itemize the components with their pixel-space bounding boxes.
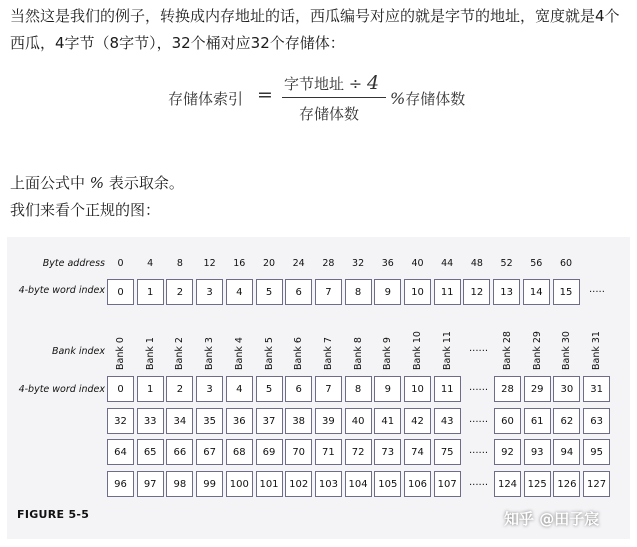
bank-grid-cell: 92 [494,439,521,465]
byte-address-value: 40 [411,258,424,269]
bank-grid-cell: 68 [226,439,253,465]
bank-grid-cell: 31 [583,376,610,402]
memory-bank-figure [7,237,630,539]
bank-grid-cell: 5 [256,376,283,402]
bank-grid-cell: 125 [524,471,551,497]
word-index-cell: 4 [226,279,253,305]
bank-grid-cell: 124 [494,471,521,497]
bank-grid-cell: 105 [374,471,401,497]
byte-address-value: 44 [441,258,454,269]
bank-grid-cell: 104 [345,471,372,497]
note2-paragraph: 我们来看个正规的图： [10,201,161,219]
bank-grid-cell: 69 [256,439,283,465]
bank-grid-cell: 95 [583,439,610,465]
bank-grid-cell: 40 [345,408,372,434]
note-paragraph [10,172,184,194]
bank-label: Bank 9 [382,337,394,370]
bank-grid-cell: 28 [494,376,521,402]
byte-address-value: 52 [500,258,513,269]
formula-equals: = [257,84,273,106]
bank-label: Bank 29 [531,331,543,370]
grid-row-ellipsis: ...... [469,477,489,488]
bank-label: Bank 30 [561,331,573,370]
word-index-cell: 7 [315,279,342,305]
formula-modulo-sign: % [390,89,406,108]
formula-numerator [284,72,379,94]
bank-grid-cell: 34 [166,408,193,434]
bank-grid-cell: 103 [315,471,342,497]
byte-address-value: 36 [381,258,394,269]
bank-grid-cell: 60 [494,408,521,434]
bank-grid-cell: 6 [285,376,312,402]
word-index-cell: 11 [434,279,461,305]
bank-grid-cell: 96 [107,471,134,497]
bank-label: Bank 2 [174,337,186,370]
bank-grid-cell: 73 [374,439,401,465]
note-suffix: 表示取余。 [108,174,184,192]
formula-numerator-text: 字节地址 [284,75,345,93]
bank-grid-cell: 7 [315,376,342,402]
word-index-cell: 12 [463,279,490,305]
bank-grid-cell: 94 [553,439,580,465]
bank-grid-cell: 107 [434,471,461,497]
byte-address-value: 24 [292,258,305,269]
bank-grid-cell: 32 [107,408,134,434]
bank-grid-cell: 102 [285,471,312,497]
byte-address-value: 12 [203,258,216,269]
bank-grid-cell: 97 [137,471,164,497]
bank-index-formula [0,70,637,128]
bank-label: Bank 28 [502,331,513,370]
bank-grid-cell: 65 [137,439,164,465]
byte-address-value: 28 [322,258,335,269]
figure-caption: FIGURE 5-5 [17,508,90,521]
bank-label: Bank 11 [441,331,453,370]
grid-word-index-label: 4-byte word index [18,384,105,395]
bank-grid-cell: 67 [196,439,223,465]
word-index-cell: 1 [137,279,164,305]
bank-grid-cell: 8 [345,376,372,402]
word-index-cell: 14 [523,279,550,305]
bank-grid-cell: 99 [196,471,223,497]
word-index-cell: 8 [345,279,372,305]
bank-label: Bank 10 [412,331,423,370]
bank-grid-cell: 0 [107,376,134,402]
formula-lhs: 存储体索引 [168,90,244,108]
byte-address-value: 16 [233,258,246,269]
byte-address-value: 20 [262,258,276,269]
bank-grid-cell: 35 [196,408,223,434]
byte-address-label: Byte address [42,258,105,269]
word-index-cell: 10 [404,279,431,305]
bank-label: Bank 31 [591,331,603,370]
fraction-bar [282,97,386,98]
word-index-cell: 6 [285,279,312,305]
byte-address-value: 48 [470,258,483,269]
bank-grid-cell: 64 [107,439,134,465]
bank-grid-cell: 101 [256,471,283,497]
intro-paragraph: 当然这是我们的例子，转换成内存地址的话，西瓜编号对应的就是字节的地址，宽度就是4个西瓜，4字节（8字节），32个桶对应32个存储体： [10,7,620,52]
word-row-ellipsis: ..... [589,284,605,295]
bank-label: Bank 0 [115,337,126,370]
bank-grid-cell: 75 [434,439,461,465]
word-index-cell: 2 [166,279,193,305]
word-index-label: 4-byte word index [18,285,105,296]
formula-divide-sign: ÷ [348,74,363,93]
bank-grid-cell: 106 [404,471,431,497]
bank-index-label: Bank index [51,346,105,357]
bank-ellipsis: ...... [469,343,489,354]
bank-grid-cell: 127 [583,471,610,497]
bank-grid-cell: 29 [524,376,551,402]
bank-grid-cell: 36 [226,408,253,434]
bank-grid-cell: 43 [434,408,461,434]
bank-label: Bank 6 [293,337,305,370]
bank-grid-cell: 11 [434,376,461,402]
bank-grid-cell: 70 [285,439,312,465]
bank-label: Bank 8 [352,337,364,370]
grid-row-ellipsis: ...... [469,445,489,456]
bank-grid-cell: 42 [404,408,431,434]
byte-address-value: 60 [559,258,573,269]
note-modulo-sign: % [89,174,105,192]
zhihu-watermark: 知乎 @田子宸 [504,510,600,528]
formula-denominator: 存储体数 [299,105,360,123]
bank-grid-cell: 1 [137,376,164,402]
bank-label: Bank 3 [204,337,216,370]
bank-grid-cell: 2 [166,376,193,402]
bank-grid-cell: 66 [166,439,193,465]
bank-label: Bank 1 [144,337,156,370]
formula-rhs-text: 存储体数 [405,90,466,108]
bank-grid-cell: 62 [553,408,580,434]
bank-grid-cell: 38 [285,408,312,434]
formula-rhs [390,88,465,109]
byte-address-value: 0 [117,258,124,269]
word-index-cell: 0 [107,279,134,305]
bank-grid-cell: 39 [315,408,342,434]
bank-grid-cell: 10 [404,376,431,402]
bank-grid-cell: 30 [553,376,580,402]
byte-address-value: 8 [176,258,183,269]
bank-grid-cell: 41 [374,408,401,434]
byte-address-value: 4 [147,258,154,269]
grid-row-ellipsis: ...... [469,414,489,425]
word-index-cell: 13 [493,279,520,305]
byte-address-value: 32 [352,258,365,269]
word-index-cell: 9 [374,279,401,305]
bank-grid-cell: 72 [345,439,372,465]
bank-label: Bank 4 [233,337,245,370]
bank-grid-cell: 71 [315,439,342,465]
bank-grid-cell: 3 [196,376,223,402]
word-index-cell: 3 [196,279,223,305]
bank-grid-cell: 9 [374,376,401,402]
bank-grid-cell: 126 [553,471,580,497]
bank-grid-cell: 100 [226,471,253,497]
bank-grid-cell: 98 [166,471,193,497]
bank-grid-cell: 37 [256,408,283,434]
note-prefix: 上面公式中 [10,174,86,192]
bank-label: Bank 7 [322,337,334,370]
bank-grid-cell: 61 [524,408,551,434]
bank-grid-cell: 74 [404,439,431,465]
bank-grid-cell: 4 [226,376,253,402]
bank-grid-cell: 33 [137,408,164,434]
formula-numerator-number: 4 [366,72,380,94]
bank-grid-cell: 63 [583,408,610,434]
grid-row-ellipsis: ...... [469,382,489,393]
word-index-cell: 5 [256,279,283,305]
bank-grid-cell: 93 [524,439,551,465]
word-index-cell: 15 [553,279,580,305]
byte-address-value: 56 [530,258,543,269]
bank-label: Bank 5 [263,337,275,370]
